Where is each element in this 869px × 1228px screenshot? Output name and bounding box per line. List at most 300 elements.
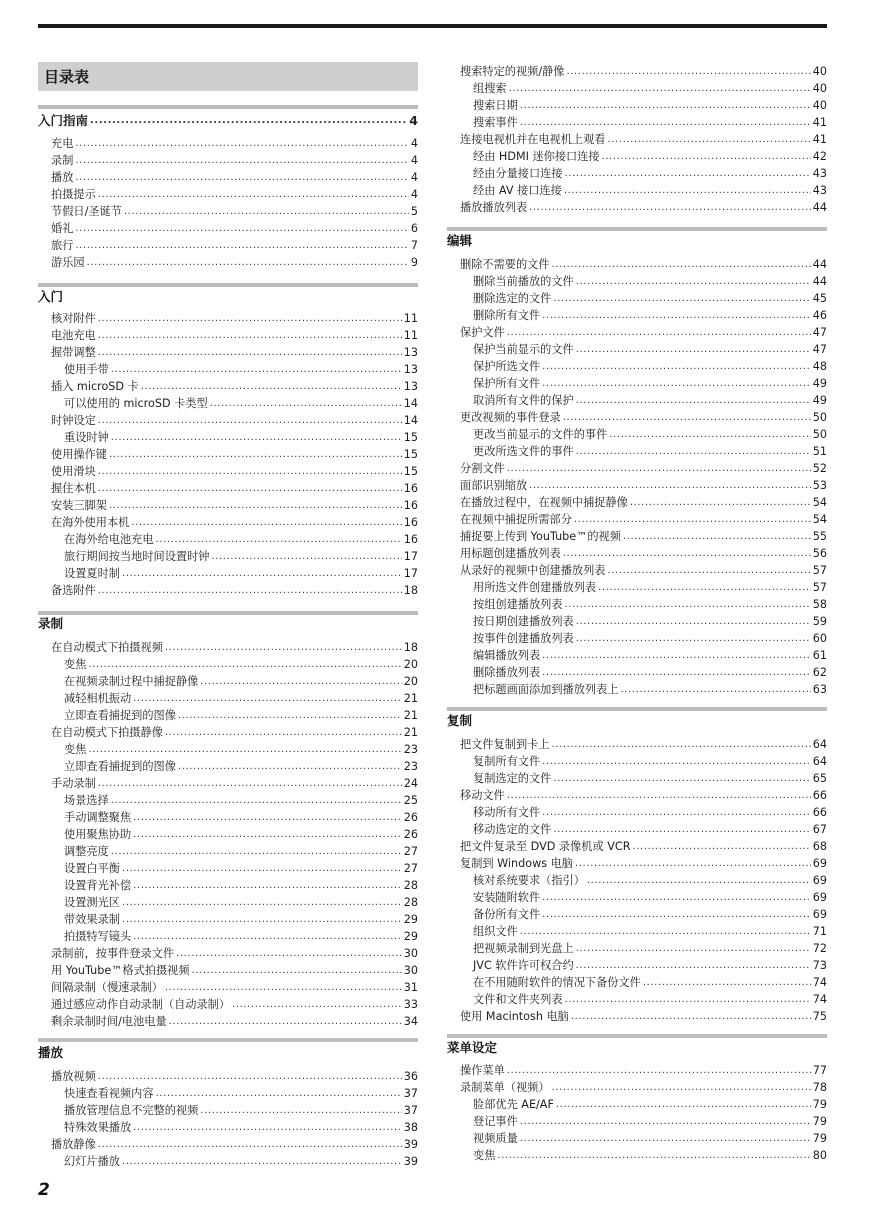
section-rule bbox=[38, 611, 418, 615]
toc-entry[interactable] bbox=[473, 306, 827, 323]
section-heading: 入门 bbox=[38, 289, 64, 304]
toc-entry[interactable] bbox=[473, 272, 827, 289]
entry-title: 复制到 Windows 电脑 bbox=[460, 857, 573, 870]
toc-entry[interactable] bbox=[64, 757, 418, 774]
toc-entry[interactable] bbox=[460, 323, 827, 340]
dot-leader bbox=[507, 788, 811, 803]
entry-page: 47 bbox=[812, 343, 827, 356]
entry-title: 复制所有文件 bbox=[473, 755, 541, 768]
toc-entry[interactable] bbox=[460, 62, 827, 79]
entry-page: 18 bbox=[403, 641, 418, 654]
entry-title: 时钟设定 bbox=[51, 414, 96, 427]
entry-title: 安装三脚架 bbox=[51, 499, 107, 512]
toc-entry[interactable] bbox=[51, 638, 418, 655]
entry-title: 连接电视机并在电视机上观看 bbox=[460, 133, 606, 146]
toc-entry[interactable] bbox=[51, 326, 418, 343]
toc-entry[interactable] bbox=[51, 1012, 418, 1029]
toc-entry[interactable] bbox=[64, 893, 418, 910]
toc-entry[interactable] bbox=[64, 791, 418, 808]
entry-page: 21 bbox=[403, 692, 418, 705]
toc-entry[interactable] bbox=[51, 1067, 418, 1084]
toc-entry[interactable] bbox=[473, 289, 827, 306]
toc-entry[interactable] bbox=[473, 113, 827, 130]
toc-entry[interactable] bbox=[460, 255, 827, 272]
toc-entry[interactable] bbox=[64, 842, 418, 859]
dot-leader bbox=[565, 597, 811, 612]
entry-page: 17 bbox=[403, 567, 418, 580]
entry-title: 文件和文件夹列表 bbox=[473, 993, 563, 1006]
entry-page: 28 bbox=[403, 896, 418, 909]
dot-leader bbox=[133, 827, 402, 842]
dot-leader bbox=[133, 1120, 402, 1135]
dot-leader bbox=[542, 665, 811, 680]
dot-leader bbox=[576, 444, 811, 459]
dot-leader bbox=[542, 907, 811, 922]
toc-entry[interactable] bbox=[64, 655, 418, 672]
dot-leader bbox=[133, 878, 402, 893]
entry-title: 手动录制 bbox=[51, 777, 96, 790]
dot-leader bbox=[98, 776, 402, 791]
entry-page: 40 bbox=[812, 99, 827, 112]
dot-leader bbox=[632, 839, 810, 854]
entry-title: 把标题画面添加到播放列表上 bbox=[473, 683, 619, 696]
toc-entry[interactable] bbox=[51, 581, 418, 598]
toc-entry[interactable] bbox=[473, 939, 827, 956]
toc-entry[interactable] bbox=[51, 944, 418, 961]
entry-page: 48 bbox=[812, 360, 827, 373]
toc-entry[interactable] bbox=[473, 357, 827, 374]
entry-title: 保护当前显示的文件 bbox=[473, 343, 574, 356]
dot-leader bbox=[571, 1009, 811, 1024]
toc-entry[interactable] bbox=[460, 408, 827, 425]
dot-leader bbox=[520, 1114, 811, 1129]
toc-entry[interactable] bbox=[473, 181, 827, 198]
toc-entry[interactable] bbox=[51, 168, 418, 185]
entry-title: 设置背光补偿 bbox=[64, 879, 132, 892]
section-rule bbox=[447, 227, 827, 231]
toc-entry[interactable] bbox=[51, 723, 418, 740]
toc-entry[interactable] bbox=[473, 164, 827, 181]
dot-leader bbox=[643, 975, 811, 990]
entry-title: 移动所有文件 bbox=[473, 806, 541, 819]
entry-title: 从录好的视频中创建播放列表 bbox=[460, 564, 606, 577]
toc-entry[interactable] bbox=[64, 360, 418, 377]
entry-page: 46 bbox=[812, 309, 827, 322]
entry-title: 在海外给电池充电 bbox=[64, 533, 154, 546]
toc-entry[interactable] bbox=[460, 1007, 827, 1024]
toc-entry[interactable] bbox=[64, 564, 418, 581]
entry-page: 15 bbox=[403, 465, 418, 478]
toc-entry[interactable] bbox=[51, 202, 418, 219]
entry-page: 78 bbox=[812, 1081, 827, 1094]
toc-entry[interactable] bbox=[460, 544, 827, 561]
toc-entry[interactable] bbox=[473, 96, 827, 113]
dot-leader bbox=[111, 844, 402, 859]
entry-title: 变焦 bbox=[473, 1149, 496, 1162]
entry-title: 脸部优先 AE/AF bbox=[473, 1098, 554, 1111]
dot-leader bbox=[169, 1014, 402, 1029]
toc-entry[interactable] bbox=[51, 236, 418, 253]
entry-page: 4 bbox=[409, 113, 418, 128]
entry-title: 变焦 bbox=[64, 658, 87, 671]
dot-leader bbox=[98, 328, 402, 343]
entry-title: 播放管理信息不完整的视频 bbox=[64, 1104, 199, 1117]
dot-leader bbox=[553, 771, 810, 786]
entry-page: 79 bbox=[812, 1132, 827, 1145]
entry-title: 设置测光区 bbox=[64, 896, 120, 909]
toc-entry[interactable] bbox=[473, 956, 827, 973]
toc-entry[interactable] bbox=[460, 510, 827, 527]
toc-entry[interactable] bbox=[64, 394, 418, 411]
entry-title: 录制前，按事件登录文件 bbox=[51, 947, 175, 960]
entry-page: 6 bbox=[410, 222, 418, 235]
toc-entry[interactable] bbox=[473, 1129, 827, 1146]
toc-entry[interactable] bbox=[473, 905, 827, 922]
entry-title: 充电 bbox=[51, 137, 74, 150]
toc-entry[interactable] bbox=[460, 786, 827, 803]
toc-entry[interactable] bbox=[51, 513, 418, 530]
dot-leader bbox=[509, 81, 811, 96]
top-rule bbox=[38, 24, 827, 28]
section-heading: 菜单设定 bbox=[447, 1040, 498, 1055]
dot-leader bbox=[176, 946, 402, 961]
entry-page: 7 bbox=[410, 239, 418, 252]
toc-entry[interactable] bbox=[460, 459, 827, 476]
entry-title: 移动文件 bbox=[460, 789, 505, 802]
section-rule bbox=[447, 707, 827, 711]
entry-page: 57 bbox=[812, 581, 827, 594]
toc-entry[interactable] bbox=[473, 374, 827, 391]
section-rule bbox=[447, 1034, 827, 1038]
dot-leader bbox=[133, 810, 402, 825]
dot-leader bbox=[563, 546, 811, 561]
entry-page: 20 bbox=[403, 675, 418, 688]
dot-leader bbox=[210, 396, 402, 411]
entry-page: 56 bbox=[812, 547, 827, 560]
entry-title: 拍摄特写镜头 bbox=[64, 930, 132, 943]
toc-entry[interactable] bbox=[51, 445, 418, 462]
entry-page: 66 bbox=[812, 806, 827, 819]
entry-page: 59 bbox=[812, 615, 827, 628]
entry-title: 婚礼 bbox=[51, 222, 74, 235]
toc-entry[interactable] bbox=[473, 391, 827, 408]
entry-page: 29 bbox=[403, 913, 418, 926]
entry-page: 55 bbox=[812, 530, 827, 543]
dot-leader bbox=[576, 393, 811, 408]
entry-title: 调整亮度 bbox=[64, 845, 109, 858]
toc-entry[interactable] bbox=[64, 1084, 418, 1101]
dot-leader bbox=[576, 958, 811, 973]
entry-page: 5 bbox=[410, 205, 418, 218]
entry-title: 用标题创建播放列表 bbox=[460, 547, 561, 560]
dot-leader bbox=[623, 529, 811, 544]
dot-leader bbox=[565, 166, 811, 181]
entry-page: 4 bbox=[410, 154, 418, 167]
entry-page: 52 bbox=[812, 462, 827, 475]
dot-leader bbox=[165, 980, 402, 995]
entry-page: 69 bbox=[812, 857, 827, 870]
dot-leader bbox=[122, 912, 402, 927]
entry-page: 66 bbox=[812, 789, 827, 802]
toc-entry[interactable] bbox=[460, 476, 827, 493]
entry-page: 44 bbox=[812, 258, 827, 271]
toc-entry[interactable] bbox=[51, 479, 418, 496]
dot-leader bbox=[75, 136, 408, 151]
entry-title: 删除选定的文件 bbox=[473, 292, 552, 305]
dot-leader bbox=[564, 183, 811, 198]
toc-entry[interactable] bbox=[51, 978, 418, 995]
toc-entry[interactable] bbox=[460, 198, 827, 215]
entry-page: 27 bbox=[403, 845, 418, 858]
dot-leader bbox=[576, 631, 811, 646]
entry-title: 组搜索 bbox=[473, 82, 507, 95]
dot-leader bbox=[75, 170, 408, 185]
entry-title: 面部识别缩放 bbox=[460, 479, 528, 492]
toc-entry[interactable] bbox=[473, 595, 827, 612]
dot-leader bbox=[576, 342, 811, 357]
entry-page: 30 bbox=[403, 947, 418, 960]
entry-page: 51 bbox=[812, 445, 827, 458]
toc-entry[interactable] bbox=[473, 752, 827, 769]
entry-page: 4 bbox=[410, 188, 418, 201]
dot-leader bbox=[90, 113, 407, 128]
dot-leader bbox=[609, 427, 810, 442]
entry-title: 节假日/圣诞节 bbox=[51, 205, 122, 218]
entry-page: 65 bbox=[812, 772, 827, 785]
toc-entry[interactable] bbox=[51, 134, 418, 151]
entry-page: 9 bbox=[410, 256, 418, 269]
toc-entry[interactable] bbox=[473, 442, 827, 459]
toc-entry[interactable] bbox=[473, 820, 827, 837]
toc-entry[interactable] bbox=[460, 130, 827, 147]
entry-page: 49 bbox=[812, 377, 827, 390]
dot-leader bbox=[98, 413, 402, 428]
toc-entry[interactable] bbox=[38, 111, 418, 128]
entry-title: 更改所选文件的事件 bbox=[473, 445, 574, 458]
entry-page: 26 bbox=[403, 811, 418, 824]
entry-title: 保护所有文件 bbox=[473, 377, 541, 390]
entry-title: 经由 AV 接口连接 bbox=[473, 184, 562, 197]
section-heading: 播放 bbox=[38, 1045, 64, 1060]
toc-entry[interactable] bbox=[473, 871, 827, 888]
dot-leader bbox=[109, 498, 402, 513]
entry-title: 备选附件 bbox=[51, 584, 96, 597]
toc-entry[interactable] bbox=[473, 1112, 827, 1129]
entry-page: 40 bbox=[812, 65, 827, 78]
entry-title: 取消所有文件的保护 bbox=[473, 394, 574, 407]
toc-entry[interactable] bbox=[51, 496, 418, 513]
toc-entry[interactable] bbox=[460, 493, 827, 510]
dot-leader bbox=[507, 325, 811, 340]
section-rule bbox=[38, 283, 418, 287]
entry-title: 电池充电 bbox=[51, 329, 96, 342]
entry-title: 插入 microSD 卡 bbox=[51, 380, 139, 393]
entry-page: 69 bbox=[812, 874, 827, 887]
section-heading: 复制 bbox=[447, 713, 473, 728]
dot-leader bbox=[542, 890, 811, 905]
dot-leader bbox=[178, 759, 402, 774]
entry-title: 在自动模式下拍摄静像 bbox=[51, 726, 163, 739]
entry-page: 50 bbox=[812, 411, 827, 424]
toc-entry[interactable] bbox=[64, 530, 418, 547]
toc-entry[interactable] bbox=[51, 995, 418, 1012]
entry-page: 71 bbox=[812, 925, 827, 938]
toc-entry[interactable] bbox=[473, 680, 827, 697]
entry-page: 53 bbox=[812, 479, 827, 492]
toc-entry[interactable] bbox=[460, 527, 827, 544]
toc-entry[interactable] bbox=[64, 910, 418, 927]
toc-entry[interactable] bbox=[473, 425, 827, 442]
entry-page: 74 bbox=[812, 976, 827, 989]
dot-leader bbox=[575, 856, 811, 871]
toc-entry[interactable] bbox=[473, 79, 827, 96]
entry-title: 用所选文件创建播放列表 bbox=[473, 581, 597, 594]
entry-page: 80 bbox=[812, 1149, 827, 1162]
toc-entry[interactable] bbox=[51, 253, 418, 270]
entry-title: 手动调整聚焦 bbox=[64, 811, 132, 824]
entry-page: 49 bbox=[812, 394, 827, 407]
dot-leader bbox=[98, 187, 409, 202]
dot-leader bbox=[576, 941, 811, 956]
toc-entry[interactable] bbox=[64, 428, 418, 445]
entry-title: 分割文件 bbox=[460, 462, 505, 475]
entry-page: 67 bbox=[812, 823, 827, 836]
entry-title: 保护所选文件 bbox=[473, 360, 541, 373]
dot-leader bbox=[520, 98, 811, 113]
entry-page: 75 bbox=[812, 1010, 827, 1023]
toc-entry[interactable] bbox=[460, 1061, 827, 1078]
dot-leader bbox=[131, 515, 401, 530]
entry-title: 录制 bbox=[51, 154, 74, 167]
entry-page: 14 bbox=[403, 397, 418, 410]
dot-leader bbox=[607, 132, 810, 147]
toc-entry[interactable] bbox=[64, 672, 418, 689]
entry-page: 68 bbox=[812, 840, 827, 853]
entry-title: 在不用随附软件的情况下备份文件 bbox=[473, 976, 641, 989]
entry-title: 删除播放列表 bbox=[473, 666, 541, 679]
toc-entry[interactable] bbox=[473, 1095, 827, 1112]
toc-entry[interactable] bbox=[64, 1152, 418, 1169]
dot-leader bbox=[87, 255, 409, 270]
toc-entry[interactable] bbox=[64, 547, 418, 564]
entry-page: 64 bbox=[812, 738, 827, 751]
toc-entry[interactable] bbox=[473, 612, 827, 629]
entry-page: 62 bbox=[812, 666, 827, 679]
entry-page: 37 bbox=[403, 1104, 418, 1117]
entry-page: 20 bbox=[403, 658, 418, 671]
entry-title: 在播放过程中，在视频中捕捉静像 bbox=[460, 496, 628, 509]
toc-entry[interactable] bbox=[51, 377, 418, 394]
entry-page: 21 bbox=[403, 709, 418, 722]
toc-entry[interactable] bbox=[64, 876, 418, 893]
dot-leader bbox=[507, 1063, 811, 1078]
toc-entry[interactable] bbox=[473, 888, 827, 905]
toc-entry[interactable] bbox=[473, 769, 827, 786]
toc-entry[interactable] bbox=[473, 646, 827, 663]
entry-page: 74 bbox=[812, 993, 827, 1006]
toc-entry[interactable] bbox=[460, 854, 827, 871]
dot-leader bbox=[211, 549, 401, 564]
entry-page: 34 bbox=[403, 1015, 418, 1028]
toc-entry[interactable] bbox=[51, 462, 418, 479]
toc-entry[interactable] bbox=[473, 922, 827, 939]
entry-title: 入门指南 bbox=[38, 113, 89, 128]
entry-title: 立即查看捕捉到的图像 bbox=[64, 760, 176, 773]
toc-entry[interactable] bbox=[51, 774, 418, 791]
toc-entry[interactable] bbox=[64, 859, 418, 876]
toc-title-box bbox=[38, 62, 418, 91]
dot-leader bbox=[178, 708, 402, 723]
entry-page: 33 bbox=[403, 998, 418, 1011]
dot-leader bbox=[542, 376, 811, 391]
toc-entry[interactable] bbox=[460, 735, 827, 752]
toc-entry[interactable] bbox=[51, 411, 418, 428]
toc-entry[interactable] bbox=[473, 803, 827, 820]
toc-entry[interactable] bbox=[64, 740, 418, 757]
toc-entry[interactable] bbox=[51, 1135, 418, 1152]
entry-page: 11 bbox=[403, 329, 418, 342]
entry-page: 18 bbox=[403, 584, 418, 597]
toc-entry[interactable] bbox=[473, 990, 827, 1007]
dot-leader bbox=[552, 737, 811, 752]
toc-entry[interactable] bbox=[64, 825, 418, 842]
toc-entry[interactable] bbox=[473, 1146, 827, 1163]
toc-entry[interactable] bbox=[460, 1078, 827, 1095]
toc-entry[interactable] bbox=[473, 578, 827, 595]
toc-title: 目录表 bbox=[44, 68, 90, 86]
toc-entry[interactable] bbox=[51, 343, 418, 360]
entry-page: 11 bbox=[403, 312, 418, 325]
toc-entry[interactable] bbox=[473, 629, 827, 646]
entry-title: 经由分量接口连接 bbox=[473, 167, 563, 180]
toc-entry[interactable] bbox=[460, 561, 827, 578]
entry-title: 快速查看视频内容 bbox=[64, 1087, 154, 1100]
toc-entry[interactable] bbox=[64, 689, 418, 706]
entry-title: 使用 Macintosh 电脑 bbox=[460, 1010, 569, 1023]
toc-entry[interactable] bbox=[51, 185, 418, 202]
toc-entry[interactable] bbox=[64, 808, 418, 825]
toc-entry[interactable] bbox=[64, 706, 418, 723]
toc-entry[interactable] bbox=[51, 309, 418, 326]
toc-entry[interactable] bbox=[460, 837, 827, 854]
dot-leader bbox=[200, 674, 401, 689]
entry-title: 编辑播放列表 bbox=[473, 649, 541, 662]
entry-title: 录制菜单（视频） bbox=[460, 1081, 550, 1094]
entry-page: 41 bbox=[812, 133, 827, 146]
toc-entry[interactable] bbox=[64, 1118, 418, 1135]
entry-title: 用 YouTube™格式拍摄视频 bbox=[51, 964, 190, 977]
toc-entry[interactable] bbox=[473, 663, 827, 680]
entry-page: 61 bbox=[812, 649, 827, 662]
entry-title: 播放播放列表 bbox=[460, 201, 528, 214]
dot-leader bbox=[607, 563, 810, 578]
toc-entry[interactable] bbox=[473, 973, 827, 990]
entry-page: 73 bbox=[812, 959, 827, 972]
toc-entry[interactable] bbox=[51, 219, 418, 236]
entry-page: 23 bbox=[403, 743, 418, 756]
entry-page: 27 bbox=[403, 862, 418, 875]
toc-entry[interactable] bbox=[64, 1101, 418, 1118]
dot-leader bbox=[75, 153, 408, 168]
toc-entry[interactable] bbox=[51, 151, 418, 168]
entry-title: 握住本机 bbox=[51, 482, 96, 495]
toc-entry[interactable] bbox=[64, 927, 418, 944]
entry-page: 30 bbox=[403, 964, 418, 977]
toc-entry[interactable] bbox=[473, 340, 827, 357]
toc-entry[interactable] bbox=[51, 961, 418, 978]
toc-entry[interactable] bbox=[473, 147, 827, 164]
dot-leader bbox=[111, 362, 402, 377]
